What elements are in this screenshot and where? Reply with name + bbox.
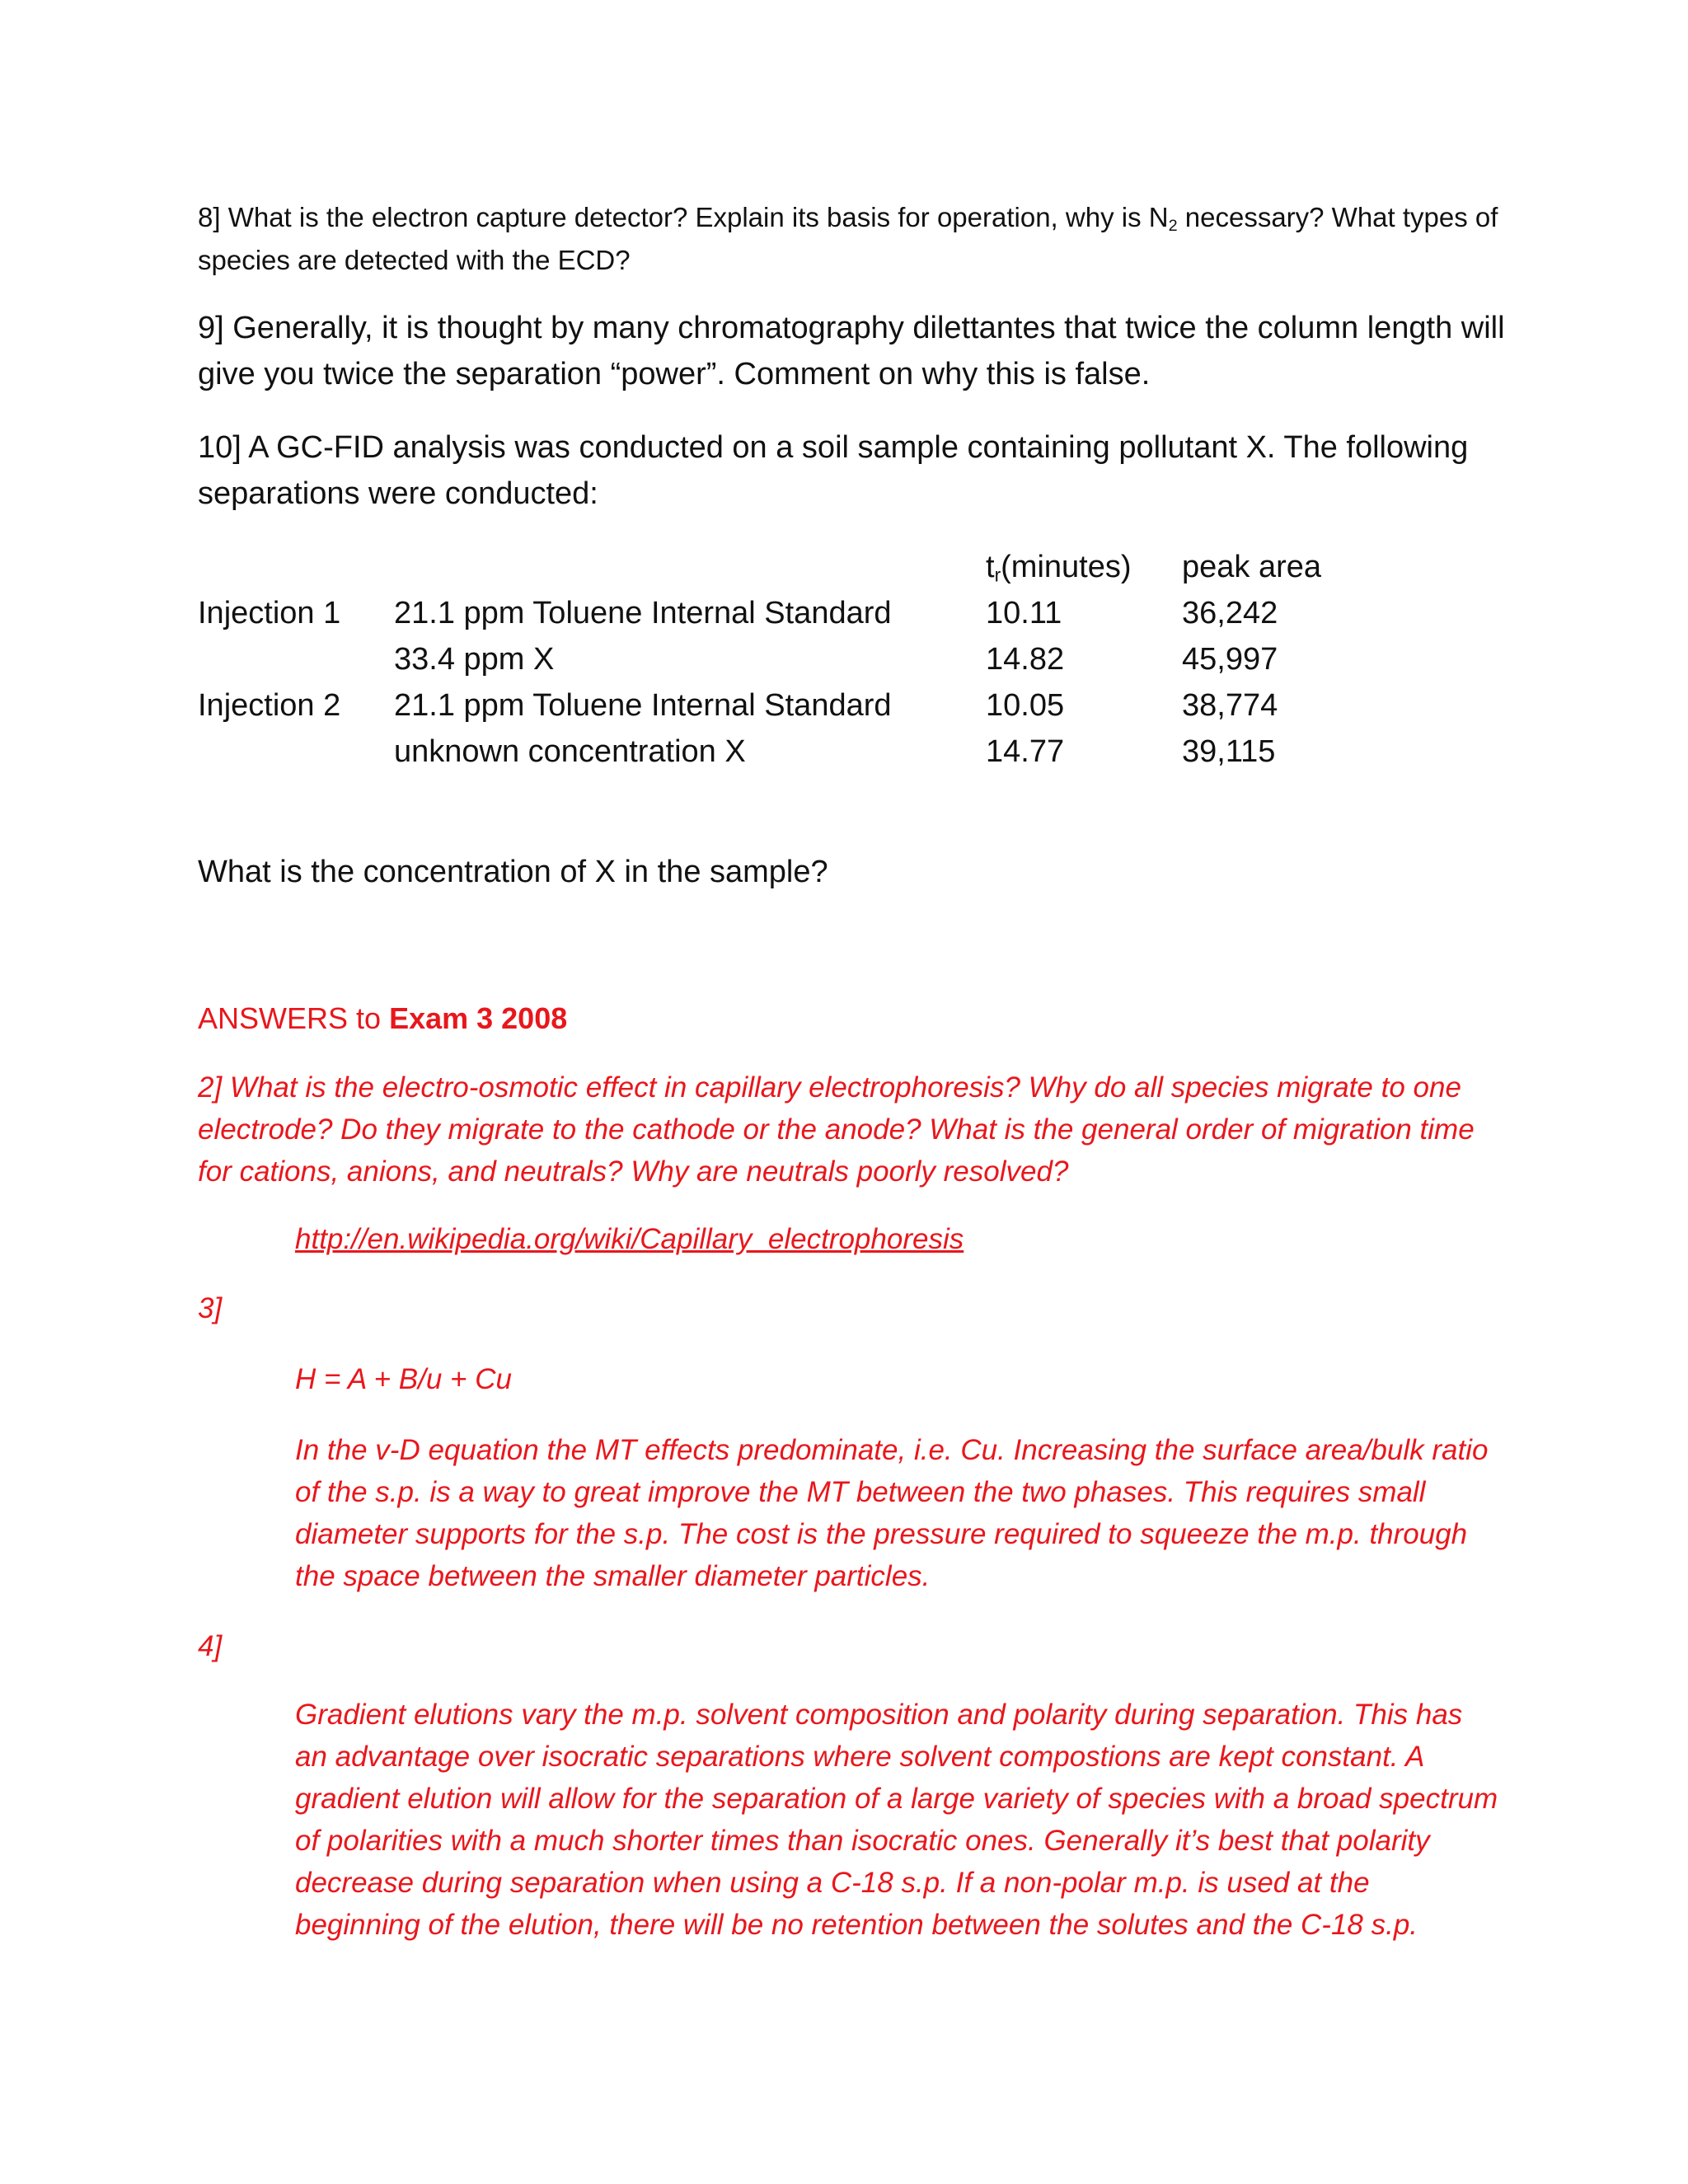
- q8-text-post: necessary? What types of species are detected with the ECD?: [198, 202, 1498, 275]
- question-10-intro: 10] A GC-FID analysis was conducted on a soil sample containing pollutant X. The following separations were conducted:: [198, 430, 1469, 511]
- answers-title-bold: Exam 3 2008: [389, 1001, 568, 1035]
- header-peak-area: peak area: [1182, 550, 1322, 584]
- row2-sample: 33.4 ppm X: [394, 642, 555, 677]
- row3-injection: Injection 2: [198, 688, 341, 723]
- header-retention-time: [986, 547, 1132, 587]
- row4-tr: 14.77: [986, 734, 1065, 769]
- question-9: 9] Generally, it is thought by many chromatography dilettantes that twice the column length will give you twice the separation “power”. Comment on why this is false.: [198, 311, 1505, 391]
- wikipedia-link[interactable]: http://en.wikipedia.org/wiki/Capillary_electrophoresis: [295, 1223, 964, 1255]
- row4-sample: unknown concentration X: [394, 734, 746, 769]
- row2-area: 45,997: [1182, 642, 1278, 677]
- q8-text-pre: 8] What is the electron capture detector? Explain its basis for operation, why is N: [198, 202, 1169, 232]
- header-tr-rest: (minutes): [1001, 550, 1132, 584]
- q8-subscript: 2: [1168, 216, 1178, 235]
- row1-area: 36,242: [1182, 596, 1278, 630]
- row4-area: 39,115: [1182, 734, 1276, 769]
- answer-4-text: Gradient elutions vary the m.p. solvent composition and polarity during separation. This has an advantage over isocratic separations where solvent compostions are kept constant. A gradient elution will allow for the separation of a large variety of species with a broad spectrum of polarities with a much shorter times than isocratic ones. Generally it’s best that polarity decrease during separation when using a C-18 s.p. If a non-polar m.p. is used at the beginning of the elution, there will be no retention between the solutes and the C-18 s.p.: [295, 1699, 1498, 1941]
- answer-4-label: 4]: [198, 1630, 223, 1662]
- row1-sample: 21.1 ppm Toluene Internal Standard: [394, 596, 892, 630]
- answer-3-text: In the v-D equation the MT effects predominate, i.e. Cu. Increasing the surface area/bulk ratio of the s.p. is a way to great improve the MT between the two phases. This requires small diameter supports for the s.p. The cost is the pressure required to squeeze the m.p. through the space between the smaller diameter particles.: [295, 1434, 1489, 1592]
- row3-sample: 21.1 ppm Toluene Internal Standard: [394, 688, 892, 723]
- question-10-prompt: What is the concentration of X in the sample?: [198, 855, 828, 889]
- answers-title-plain: ANSWERS to: [198, 1001, 390, 1035]
- row1-injection: Injection 1: [198, 596, 341, 630]
- answer-2-question: 2] What is the electro-osmotic effect in capillary electrophoresis? Why do all species migrate to one electrode? Do they migrate to the cathode or the anode? What is the general order of migration time for cations, anions, and neutrals? Why are neutrals poorly resolved?: [198, 1071, 1475, 1188]
- row2-tr: 14.82: [986, 642, 1065, 677]
- answers-title: [198, 999, 567, 1038]
- header-tr-sub: r: [994, 564, 1001, 586]
- answer-3-label: 3]: [198, 1292, 223, 1324]
- header-tr-main: t: [986, 550, 995, 584]
- van-deemter-equation: H = A + B/u + Cu: [295, 1363, 512, 1395]
- row3-area: 38,774: [1182, 688, 1278, 723]
- row1-tr: 10.11: [986, 596, 1062, 630]
- question-8: [198, 196, 1508, 282]
- row3-tr: 10.05: [986, 688, 1065, 723]
